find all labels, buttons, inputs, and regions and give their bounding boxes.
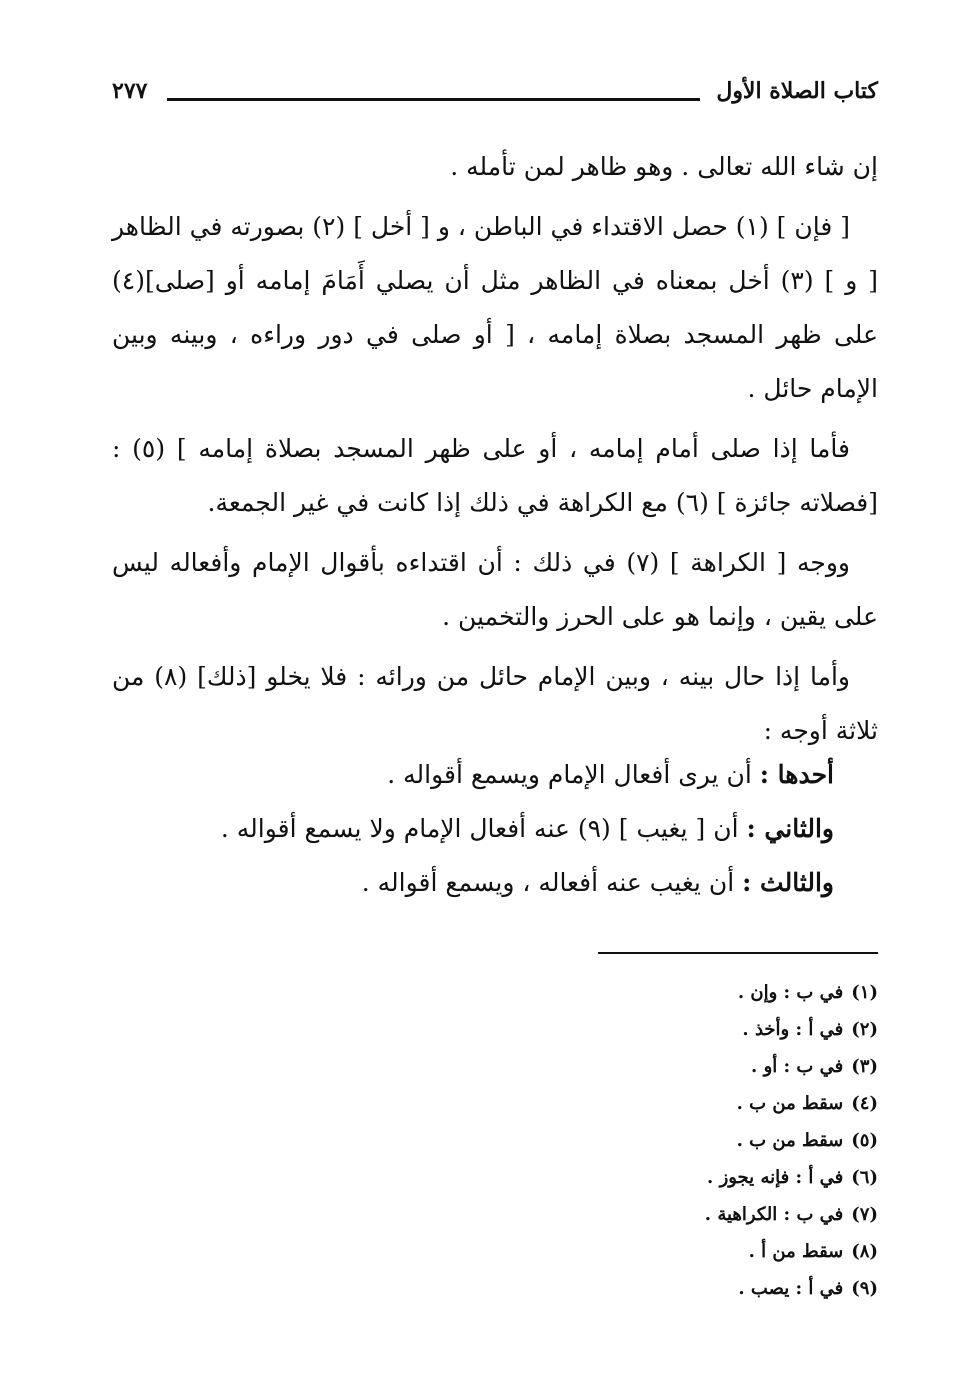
header-rule bbox=[167, 98, 700, 101]
page-number: ٢٧٧ bbox=[112, 78, 148, 104]
footnote bbox=[112, 1196, 878, 1233]
paragraph: وأما إذا حال بينه ، وبين الإمام حائل من ورائه : فلا يخلو [ذلك] (٨) من ثلاثة أوجه : bbox=[112, 662, 878, 745]
list-item bbox=[112, 802, 878, 856]
paragraph: ووجه [ الكراهة ] (٧) في ذلك : أن اقتداءه بأقوال الإمام وأفعاله ليس على يقين ، وإنما هو على الحرز والتخمين . bbox=[112, 548, 878, 631]
footnote-number: (١) bbox=[851, 982, 878, 1003]
footnote-number: (٧) bbox=[851, 1204, 878, 1225]
cases-list bbox=[112, 748, 878, 910]
footnote-text: سقط من ب . bbox=[736, 1093, 844, 1114]
footnote-number: (٥) bbox=[851, 1130, 878, 1151]
paragraph: فأما إذا صلى أمام إمامه ، أو على ظهر المسجد بصلاة إمامه ] (٥) : [فصلاته جائزة ] (٦) مع الكراهة في ذلك إذا كانت في غير الجمعة. bbox=[112, 434, 878, 517]
footnote-number: (٨) bbox=[851, 1241, 878, 1262]
footnote-text: في ب : وإن . bbox=[737, 982, 844, 1003]
list-item bbox=[112, 748, 878, 802]
list-item-text: أن [ يغيب ] (٩) عنه أفعال الإمام ولا يسمع أقواله . bbox=[220, 814, 747, 843]
book-title: كتاب الصلاة الأول bbox=[716, 78, 878, 104]
footnote bbox=[112, 1011, 878, 1048]
footnote bbox=[112, 1233, 878, 1270]
footnote-number: (٦) bbox=[851, 1167, 878, 1188]
footnote-text: سقط من ب . bbox=[736, 1130, 844, 1151]
paragraph: [ فإن ] (١) حصل الاقتداء في الباطن ، و [ أخل ] (٢) بصورته في الظاهر [ و ] (٣) أخل بمعناه في الظاهر مثل أن يصلي أَمَامَ إمامه أو [صلى](٤) على ظهر المسجد بصلاة إمامه ، [ أو صلى في دور وراءه ، وبينه وبين الإمام حائل . bbox=[112, 212, 878, 403]
footnote-text: في أ : فإنه يجوز . bbox=[707, 1167, 844, 1188]
list-item-text: أن يرى أفعال الإمام ويسمع أقواله . bbox=[387, 760, 760, 789]
list-item bbox=[112, 856, 878, 910]
footnote bbox=[112, 1159, 878, 1196]
list-item-text: أن يغيب عنه أفعاله ، ويسمع أقواله . bbox=[361, 868, 743, 897]
footnote-number: (٩) bbox=[851, 1278, 878, 1299]
footnote-number: (٢) bbox=[851, 1019, 878, 1040]
page-header bbox=[112, 78, 878, 118]
footnote bbox=[112, 1048, 878, 1085]
footnote-number: (٣) bbox=[851, 1056, 878, 1077]
list-item-lead: والثاني : bbox=[746, 814, 834, 843]
footnote-text: في ب : الكراهية . bbox=[704, 1204, 844, 1225]
footnote bbox=[112, 1122, 878, 1159]
footnotes bbox=[112, 974, 878, 1307]
footnote-divider bbox=[598, 952, 878, 954]
footnote bbox=[112, 974, 878, 1011]
footnote-text: في أ : يصب . bbox=[738, 1278, 844, 1299]
footnote bbox=[112, 1085, 878, 1122]
footnote-text: سقط من أ . bbox=[748, 1241, 844, 1262]
footnote-text: في أ : وأخذ . bbox=[742, 1019, 844, 1040]
footnote-text: في ب : أو . bbox=[751, 1056, 844, 1077]
paragraph: إن شاء الله تعالى . وهو ظاهر لمن تأمله . bbox=[450, 152, 878, 181]
footnote bbox=[112, 1270, 878, 1307]
footnote-number: (٤) bbox=[851, 1093, 878, 1114]
main-text bbox=[112, 140, 878, 764]
list-item-lead: أحدها : bbox=[759, 760, 834, 789]
list-item-lead: والثالث : bbox=[742, 868, 834, 897]
